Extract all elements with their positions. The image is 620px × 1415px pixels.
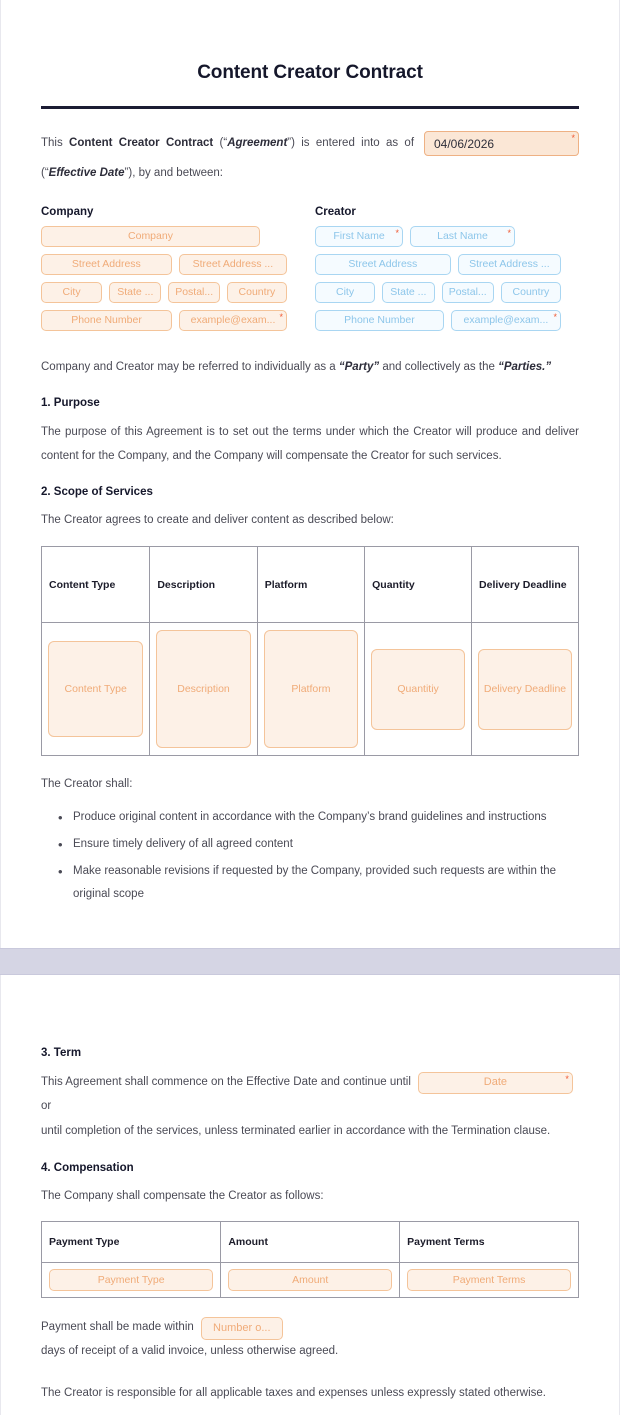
creator-state-input[interactable]: [382, 282, 434, 303]
payment-type-placeholder: Payment Type: [97, 1274, 165, 1287]
term-body-line-2: until completion of the services, unless terminated earlier in accordance with the Termination clause.: [41, 1125, 551, 1138]
creator-last-name-placeholder: Last Name: [437, 230, 488, 243]
quantity-placeholder: Quantitiy: [397, 683, 439, 695]
creator-phone-placeholder: Phone Number: [344, 314, 415, 327]
company-row-citystate: [41, 282, 287, 303]
creator-block: [315, 206, 561, 338]
required-star-icon: *: [507, 227, 511, 238]
company-city-placeholder: City: [62, 286, 81, 299]
list-item: • Make reasonable revisions if requested by the Company, provided such requests are within the original scope: [71, 860, 579, 906]
intro-line-2: [41, 162, 579, 186]
table-row: [42, 1263, 579, 1298]
creator-email-placeholder: example@exam...: [463, 314, 549, 327]
intro-effective-date-term: Effective Date: [48, 167, 125, 179]
required-star-icon: *: [571, 133, 575, 143]
section-heading-compensation: 4. Compensation: [41, 1161, 134, 1174]
company-country-input[interactable]: [227, 282, 287, 303]
payment-terms-placeholder: Payment Terms: [452, 1274, 526, 1287]
compensation-lead-text: The Company shall compensate the Creator as follows:: [41, 1189, 324, 1202]
company-postal-input[interactable]: [168, 282, 219, 303]
company-phone-input[interactable]: [41, 310, 172, 331]
delivery-deadline-placeholder: Delivery Deadline: [483, 683, 567, 695]
company-row-name: [41, 226, 287, 247]
company-row-street: [41, 254, 287, 275]
quantity-input[interactable]: [371, 649, 465, 730]
description-input[interactable]: [156, 630, 250, 748]
amount-placeholder: Amount: [292, 1274, 329, 1287]
company-phone-placeholder: Phone Number: [71, 314, 142, 327]
company-label: Company: [41, 205, 94, 218]
list-item: • Produce original content in accordance with the Company’s brand guidelines and instructions: [71, 806, 579, 829]
table-cell-quantity: [365, 623, 472, 756]
party-term: “Party”: [338, 360, 380, 373]
creator-street2-placeholder: Street Address ...: [469, 258, 550, 271]
company-name-placeholder: Company: [128, 230, 173, 243]
section-heading-term: 3. Term: [41, 1046, 82, 1059]
creator-label: Creator: [315, 205, 356, 218]
table-cell-platform: [257, 623, 364, 756]
required-star-icon: *: [553, 311, 557, 322]
company-state-placeholder: State ...: [117, 286, 154, 299]
table-header-cell: Amount: [221, 1222, 400, 1263]
creator-phone-input[interactable]: [315, 310, 444, 331]
content-type-input[interactable]: [48, 641, 143, 737]
table-row: [42, 623, 579, 756]
company-row-contact: [41, 310, 287, 331]
company-postal-placeholder: Postal...: [175, 286, 214, 299]
term-end-date-input[interactable]: [418, 1072, 573, 1094]
creator-postal-placeholder: Postal...: [448, 286, 487, 299]
company-country-placeholder: Country: [238, 286, 276, 299]
creator-row-citystate: [315, 282, 561, 303]
page-title: Content Creator Contract: [197, 62, 423, 83]
document-page-2: [0, 975, 620, 1415]
delivery-deadline-input[interactable]: [478, 649, 572, 730]
creator-row-street: [315, 254, 561, 275]
creator-country-input[interactable]: [501, 282, 561, 303]
table-cell-amount: [221, 1263, 400, 1298]
creator-first-name-placeholder: First Name: [333, 230, 385, 243]
company-state-input[interactable]: [109, 282, 161, 303]
payment-days-input[interactable]: [201, 1317, 283, 1340]
payment-text-after: days of receipt of a valid invoice, unless otherwise agreed.: [41, 1345, 339, 1358]
company-block: [41, 206, 287, 338]
intro-paren-close: ”) is entered into as of: [287, 137, 415, 149]
table-header-cell: Platform: [257, 547, 364, 623]
table-header-cell: Content Type: [42, 547, 150, 623]
parties-pre: Company and Creator may be referred to individually as a: [41, 360, 339, 373]
creator-state-placeholder: State ...: [390, 286, 427, 299]
scope-table: [41, 546, 579, 756]
table-header-cell: Payment Terms: [400, 1222, 579, 1263]
creator-row-name: [315, 226, 561, 247]
intro-agreement-term: Agreement: [227, 137, 288, 149]
creator-country-placeholder: Country: [512, 286, 550, 299]
table-cell-description: [150, 623, 257, 756]
table-header-cell: Description: [150, 547, 257, 623]
table-header-row: [42, 1222, 579, 1263]
creator-city-placeholder: City: [336, 286, 355, 299]
intro-text: [41, 132, 422, 155]
payment-text-before: Payment shall be made within: [41, 1321, 194, 1334]
required-star-icon: *: [395, 227, 399, 238]
required-star-icon: *: [565, 1073, 569, 1084]
platform-input[interactable]: [264, 630, 358, 748]
intro-contract-name: Content Creator Contract: [69, 137, 214, 149]
creator-first-name-input[interactable]: [315, 226, 403, 247]
table-cell-delivery-deadline: [472, 623, 579, 756]
description-placeholder: Description: [177, 683, 230, 695]
section-body-purpose: The purpose of this Agreement is to set out the terms under which the Creator will produce and deliver content for the Company, and the Company will compensate the Creator for such services.: [41, 426, 579, 462]
payment-days-placeholder: Number o...: [213, 1321, 271, 1334]
section-heading-purpose: 1. Purpose: [41, 397, 100, 410]
taxes-statement: The Creator is responsible for all applicable taxes and expenses unless expressly stated otherwise.: [41, 1386, 546, 1399]
table-header-row: [42, 547, 579, 623]
payment-days-line: [41, 1316, 579, 1363]
table-header-cell: Delivery Deadline: [472, 547, 579, 623]
effective-date-value: 04/06/2026: [434, 136, 495, 151]
creator-last-name-input[interactable]: [410, 226, 515, 247]
creator-obligations-list: [41, 806, 579, 906]
intro-line: [41, 131, 579, 156]
company-street-address-input[interactable]: [41, 254, 172, 275]
company-email-input[interactable]: [179, 310, 287, 331]
company-street-placeholder: Street Address: [71, 258, 141, 271]
parties-definition-text: [41, 356, 579, 380]
page-break-separator: [0, 948, 620, 975]
table-header-cell: Payment Type: [42, 1222, 221, 1263]
creator-postal-input[interactable]: [442, 282, 494, 303]
table-header-cell: Quantity: [365, 547, 472, 623]
company-email-placeholder: example@exam...: [190, 314, 276, 327]
creator-street-placeholder: Street Address: [348, 258, 418, 271]
content-type-placeholder: Content Type: [64, 683, 127, 695]
term-end-date-placeholder: Date: [483, 1076, 508, 1089]
intro-line2-pre: (“: [41, 167, 49, 179]
platform-placeholder: Platform: [291, 683, 331, 695]
company-city-input[interactable]: [41, 282, 102, 303]
intro-line2-post: ”), by and between:: [124, 167, 223, 179]
title-divider: [41, 106, 579, 109]
effective-date-input[interactable]: [424, 131, 579, 156]
payment-type-input[interactable]: [49, 1269, 213, 1291]
payment-table: [41, 1221, 579, 1298]
amount-input[interactable]: [228, 1269, 392, 1291]
creator-shall-lead: The Creator shall:: [41, 778, 133, 791]
company-name-input[interactable]: [41, 226, 260, 247]
company-street-address-2-input[interactable]: [179, 254, 287, 275]
table-cell-content-type: [42, 623, 150, 756]
creator-street-address-2-input[interactable]: [458, 254, 561, 275]
term-body-line-1: [41, 1071, 579, 1118]
parties-term: “Parties.”: [498, 360, 552, 373]
parties-mid: and collectively as the: [379, 360, 499, 373]
company-street2-placeholder: Street Address ...: [192, 258, 274, 271]
intro-pre: This: [41, 137, 70, 149]
list-item: • Ensure timely delivery of all agreed content: [71, 833, 579, 856]
term-text-after: or: [41, 1099, 52, 1112]
creator-email-input[interactable]: [451, 310, 561, 331]
scope-lead-text: The Creator agrees to create and deliver content as described below:: [41, 514, 394, 527]
required-star-icon: *: [279, 311, 283, 322]
parties-block: [41, 206, 579, 338]
payment-terms-input[interactable]: [407, 1269, 571, 1291]
term-text-before: This Agreement shall commence on the Effective Date and continue until: [41, 1075, 411, 1088]
intro-paren-open: (“: [213, 137, 228, 149]
creator-row-contact: [315, 310, 561, 331]
section-heading-scope: 2. Scope of Services: [41, 486, 153, 499]
table-cell-payment-terms: [400, 1263, 579, 1298]
creator-city-input[interactable]: [315, 282, 375, 303]
table-cell-payment-type: [42, 1263, 221, 1298]
creator-street-address-input[interactable]: [315, 254, 451, 275]
